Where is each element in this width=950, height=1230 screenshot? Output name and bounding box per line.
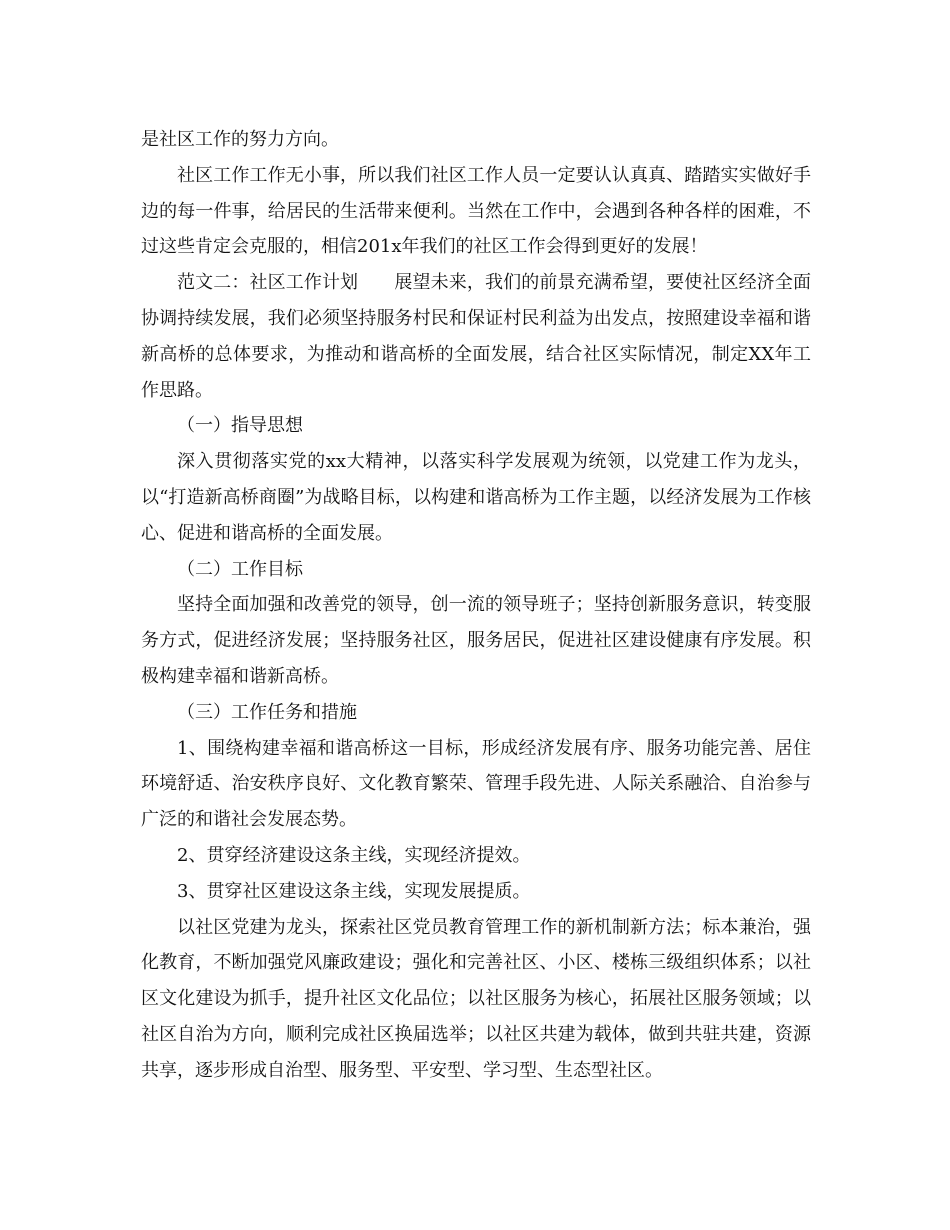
section-heading-tasks-measures: （三）工作任务和措施: [177, 701, 357, 723]
section-heading-work-goals: （二）工作目标: [177, 558, 303, 580]
paragraph-continuation: 是社区工作的努力方向。: [141, 129, 339, 150]
document-body: [141, 122, 811, 1089]
section-heading-guiding-thought: （一）指导思想: [177, 415, 303, 437]
paragraph-party-building: 以社区党建为龙头，探索社区党员教育管理工作的新机制新方法；标本兼治，强化教育，不断加强党风廉政建设；强化和完善社区、小区、楼栋三级组织体系；以社区文化建设为抓手，提升社区文化品位；以社区服务为核心，拓展社区服务领域；以社区自治为方向，顺利完成社区换届选举；以社区共建为载体，做到共驻共建，资源共享，逐步形成自治型、服务型、平安型、学习型、生态型社区。: [141, 916, 811, 1081]
paragraph-sample-two-intro: 范文二：社区工作计划 展望未来，我们的前景充满希望，要使社区经济全面协调持续发展，我们必须坚持服务村民和保证村民利益为出发点，按照建设幸福和谐新高桥的总体要求，为推动和谐高桥的全面发展，结合社区实际情况，制定XX年工作思路。: [141, 272, 811, 401]
paragraph-guiding-thought: 深入贯彻落实党的xx大精神，以落实科学发展观为统领，以党建工作为龙头，以“打造新高桥商圈”为战略目标，以构建和谐高桥为工作主题，以经济发展为工作核心、促进和谐高桥的全面发展。: [141, 451, 811, 544]
list-item-task-2: 2、贯穿经济建设这条主线，实现经济提效。: [177, 844, 531, 866]
list-item-task-1: 1、围绕构建幸福和谐高桥这一目标，形成经济发展有序、服务功能完善、居住环境舒适、治安秩序良好、文化教育繁荣、管理手段先进、人际关系融洽、自治参与广泛的和谐社会发展态势。: [141, 737, 811, 831]
list-item-task-3: 3、贯穿社区建设这条主线，实现发展提质。: [177, 880, 531, 902]
paragraph-summary: 社区工作工作无小事，所以我们社区工作人员一定要认认真真、踏踏实实做好手边的每一件事，给居民的生活带来便利。当然在工作中，会遇到各种各样的困难，不过这些肯定会克服的，相信201x年我们的社区工作会得到更好的发展！: [141, 164, 811, 258]
paragraph-work-goals: 坚持全面加强和改善党的领导，创一流的领导班子；坚持创新服务意识，转变服务方式，促进经济发展；坚持服务社区，服务居民，促进社区建设健康有序发展。积极构建幸福和谐新高桥。: [141, 594, 811, 687]
